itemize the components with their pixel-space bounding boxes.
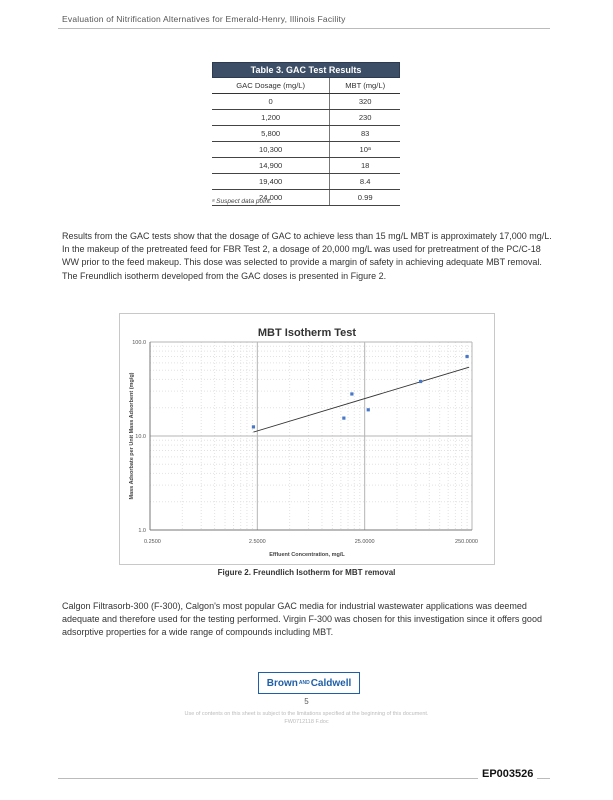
cell-dosage: 1,200	[212, 110, 330, 126]
chart-title: MBT Isotherm Test	[257, 327, 357, 339]
cell-mbt: 320	[330, 94, 400, 110]
logo-brown: Brown	[266, 677, 298, 689]
x-axis-label: Effluent Concentration, mg/L	[269, 552, 345, 558]
data-point	[367, 408, 370, 411]
col-mbt: MBT (mg/L)	[330, 78, 400, 94]
data-point	[350, 392, 353, 395]
page-header: Evaluation of Nitrification Alternatives for Emerald-Henry, Illinois Facility	[62, 14, 346, 24]
calgon-paragraph: Calgon Filtrasorb-300 (F-300), Calgon's most popular GAC media for industrial wastewater applications was deemed adequate and therefore used for the testing performed. Virgin F-300 was chosen for this investigation since it offers good adsorptive properties for a wide range of compounds including MBT.	[62, 601, 542, 638]
y-tick-label: 1.0	[138, 528, 146, 534]
figure-caption: Figure 2. Freundlich Isotherm for MBT removal	[217, 568, 396, 577]
cell-mbt: 230	[330, 110, 400, 126]
data-point	[465, 355, 468, 358]
cell-dosage: 24,000	[212, 190, 330, 206]
cell-dosage: 14,900	[212, 158, 330, 174]
y-tick-label: 100.0	[132, 340, 146, 346]
cell-dosage: 10,300	[212, 142, 330, 158]
table-title: Table 3. GAC Test Results	[212, 62, 400, 78]
x-tick-label: 0.2500	[144, 539, 161, 545]
cell-mbt: 10ᵃ	[330, 142, 400, 158]
table-header-row	[212, 78, 400, 94]
table-row	[212, 126, 400, 142]
table-row	[212, 174, 400, 190]
data-point	[252, 425, 255, 428]
brown-and-caldwell-logo	[258, 672, 360, 694]
table-footnote: ᵃ Suspect data point.	[212, 198, 272, 205]
col-gac-dosage: GAC Dosage (mg/L)	[212, 78, 330, 94]
x-tick-label: 2.5000	[248, 539, 266, 545]
table-row	[212, 142, 400, 158]
results-paragraph: Results from the GAC tests show that the dosage of GAC to achieve less than 15 mg/L MBT is approximately 17,000 mg/L. In the makeup of the pretreated feed for FBR Test 2, a dosage of 20,000 mg/L was used for pretreatment of the PC/C-18 WW prior to the feed makeup. This dose was selected to provide a margin of safety in achieving adequate MBT removal. The Freundlich isotherm developed from the GAC doses is presented in Figure 2.	[62, 231, 552, 281]
footer-fine-print	[0, 710, 613, 726]
cell-mbt: 8.4	[330, 174, 400, 190]
y-axis-label: Mass Adsorbate per Unit Mass Adsorbent (mg/g)	[129, 372, 135, 500]
cell-mbt: 83	[330, 126, 400, 142]
data-point	[419, 380, 422, 383]
cell-mbt: 0.99	[330, 190, 400, 206]
cell-dosage: 0	[212, 94, 330, 110]
gac-results-table	[212, 62, 400, 206]
bates-rule	[58, 778, 550, 779]
logo-caldwell: Caldwell	[310, 677, 352, 689]
bates-number: EP003526	[478, 768, 537, 780]
logo-and: AND	[298, 680, 310, 686]
y-tick-label: 10.0	[135, 434, 146, 440]
table-row	[212, 158, 400, 174]
table-row	[212, 94, 400, 110]
page-number: 5	[304, 697, 309, 706]
isotherm-chart	[119, 313, 495, 565]
table-row	[212, 110, 400, 126]
x-tick-label: 250.0000	[455, 539, 478, 545]
trendline	[253, 367, 469, 432]
x-tick-label: 25.0000	[354, 539, 375, 545]
footer-line-2: FW0712118 F.doc	[284, 719, 329, 725]
footer-line-1: Use of contents on this sheet is subject to the limitations specified at the beginning of this document.	[184, 711, 429, 717]
chart-svg	[120, 314, 494, 564]
data-point	[342, 417, 345, 420]
header-rule	[58, 28, 550, 29]
cell-dosage: 19,400	[212, 174, 330, 190]
cell-dosage: 5,800	[212, 126, 330, 142]
cell-mbt: 18	[330, 158, 400, 174]
